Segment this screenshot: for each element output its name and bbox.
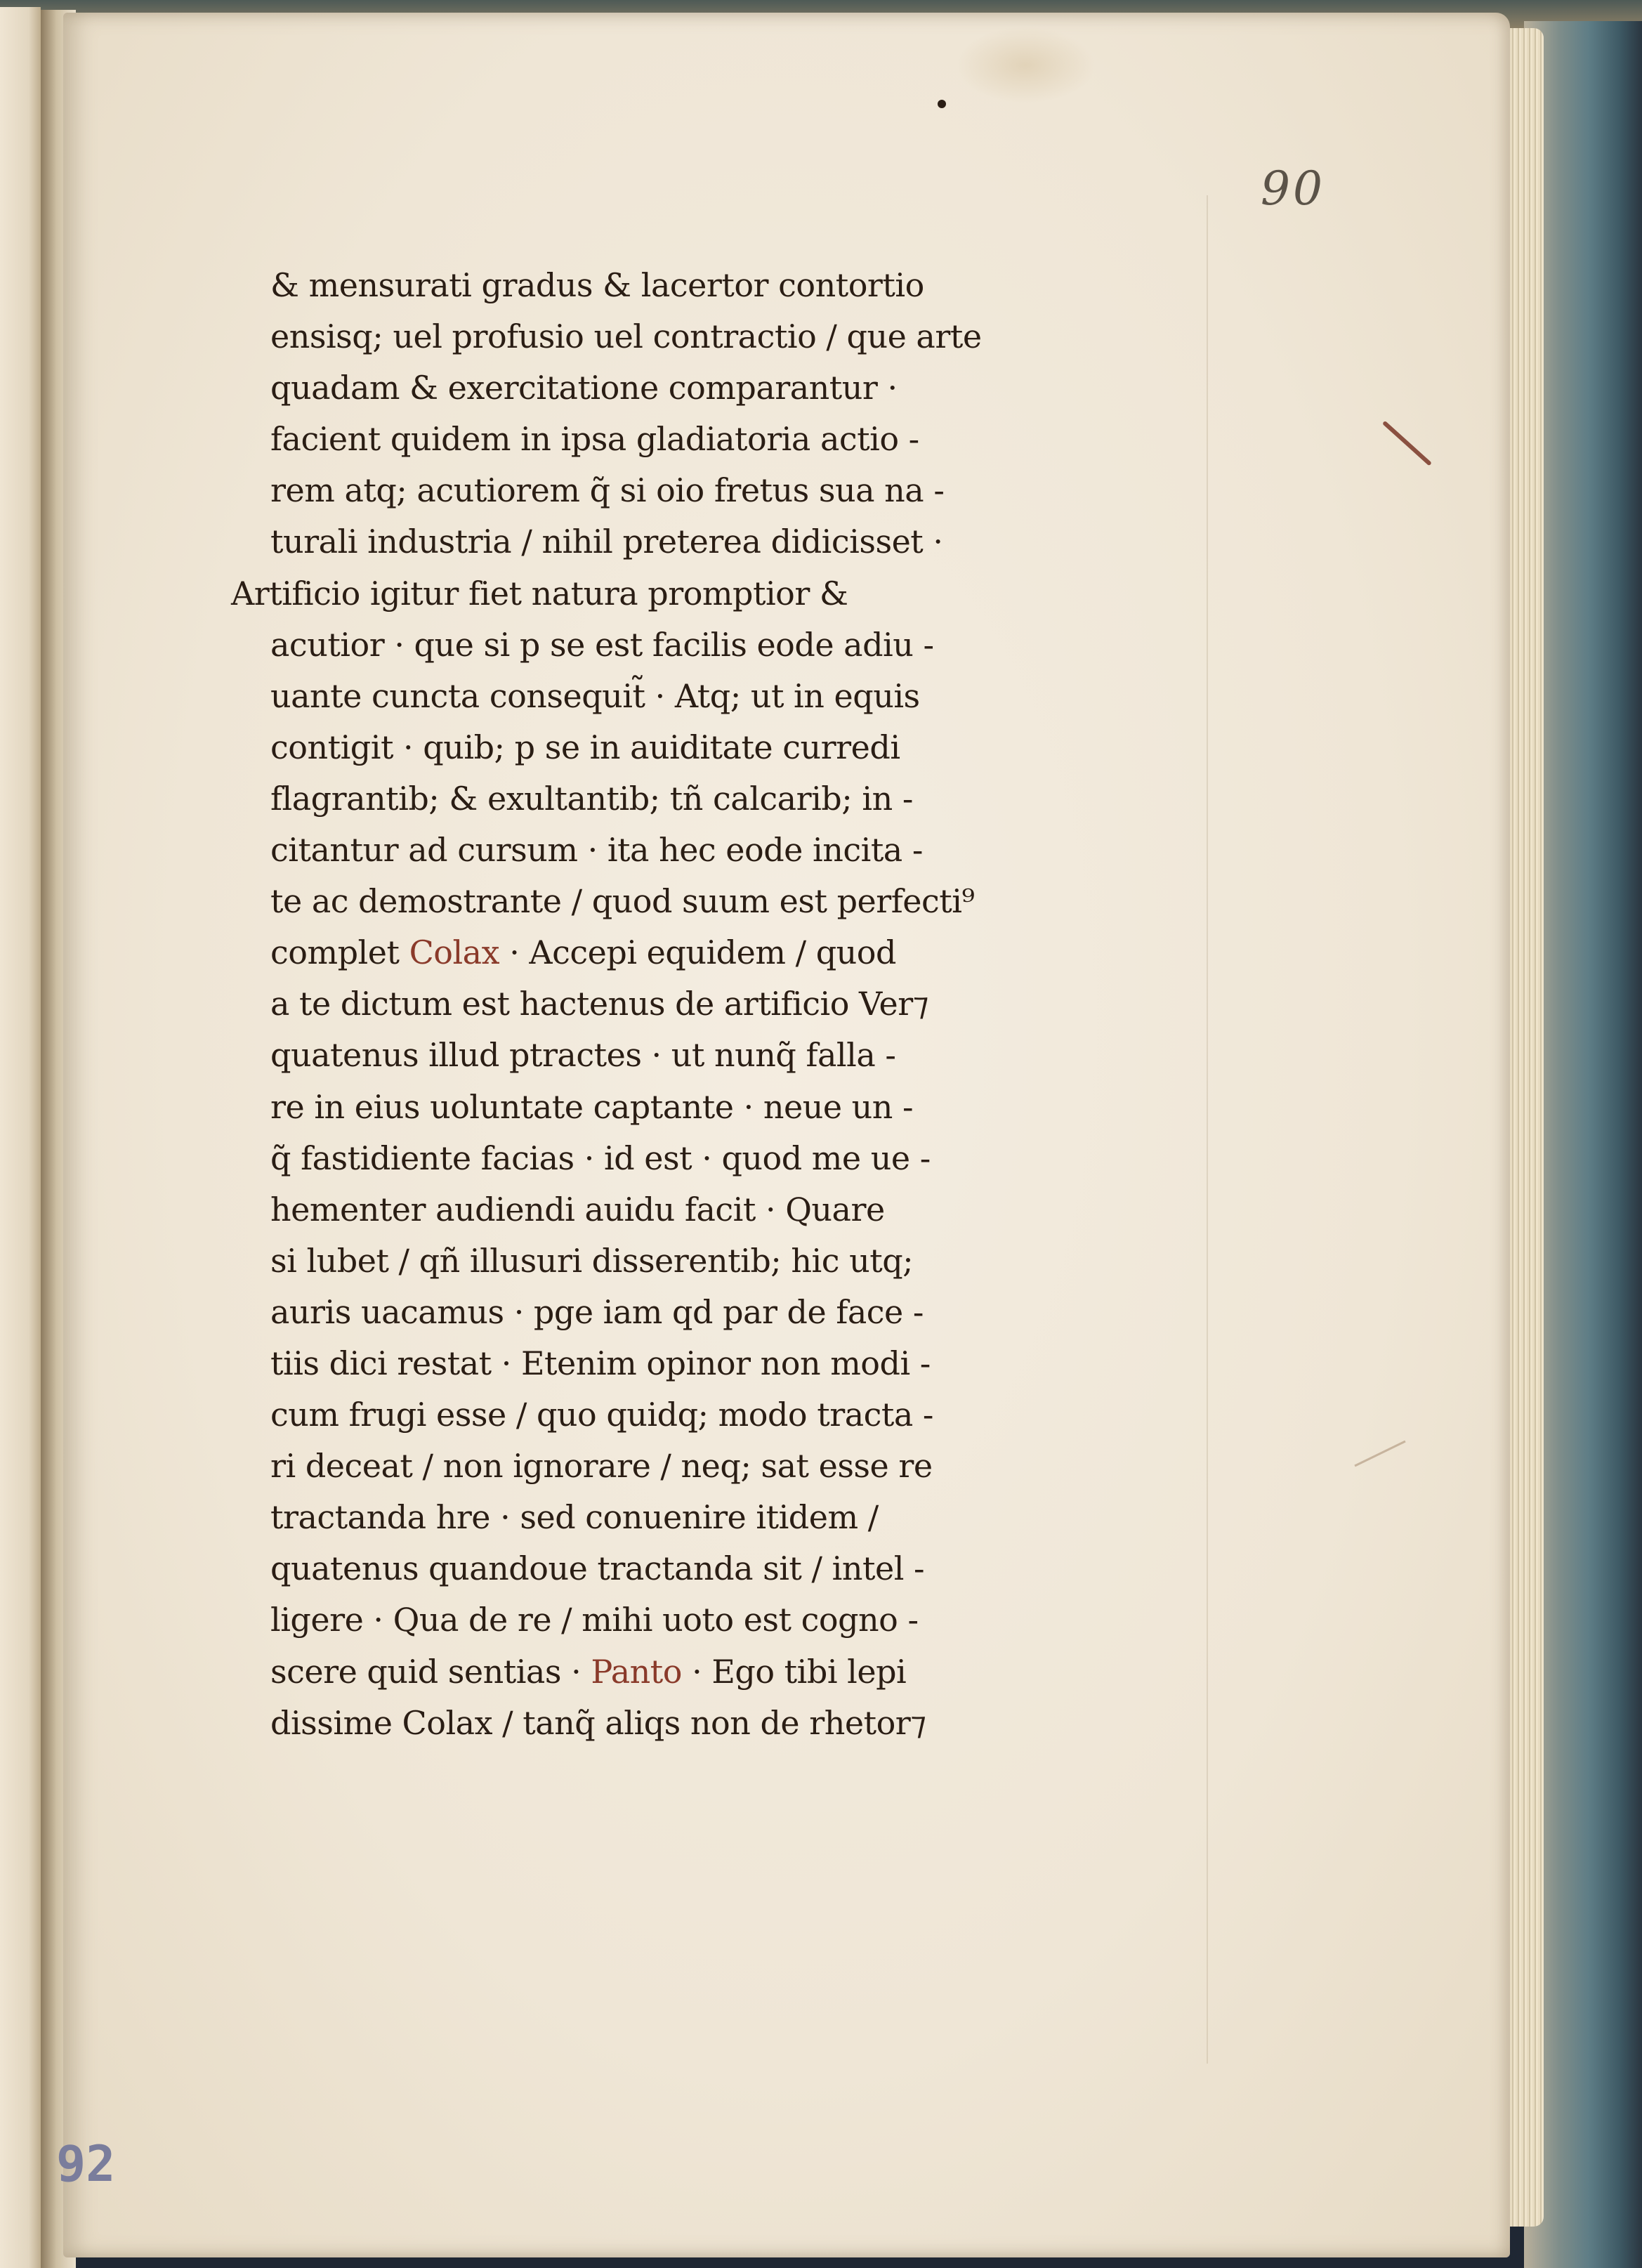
text-line: [270, 362, 1183, 414]
text-line: [270, 1594, 1183, 1646]
line-text: facient quidem in ipsa gladiatoria actio -: [270, 420, 919, 459]
line-text: complet: [270, 933, 400, 972]
text-line: [270, 978, 1183, 1030]
text-line: [270, 1338, 1183, 1389]
text-line: [270, 1082, 1183, 1133]
text-line: [270, 1441, 1183, 1492]
line-text: dissime Colax / tanq̃ aliqs non de rhetor⁊: [270, 1703, 926, 1742]
folio-number: 90: [1261, 162, 1325, 216]
speaker-name: Colax: [409, 933, 500, 972]
ruling-line: [1207, 195, 1208, 2064]
text-line: [270, 1543, 1183, 1594]
text-line: [270, 620, 1183, 671]
line-text: si lubet / qñ illusuri disserentib; hic utq;: [270, 1241, 914, 1280]
signature-number: 92: [56, 2135, 116, 2193]
manuscript-text: [231, 260, 1183, 1749]
text-line: [270, 1646, 1183, 1698]
line-text: ligere · Qua de re / mihi uoto est cogno -: [270, 1601, 919, 1639]
line-text: ri deceat / non ignorare / neq; sat esse re: [270, 1447, 933, 1486]
line-text: uante cuncta consequit̃ · Atq; ut in equis: [270, 676, 920, 715]
margin-mark: [1382, 421, 1432, 466]
line-text: hementer audiendi auidu facit · Quare: [270, 1190, 885, 1228]
text-line: [270, 876, 1183, 927]
line-text: ensisq; uel profusio uel contractio / que arte: [270, 317, 982, 356]
ink-dot: [938, 100, 946, 108]
text-line: [270, 1287, 1183, 1338]
text-line: [270, 516, 1183, 568]
text-line: [270, 260, 1183, 311]
line-text: flagrantib; & exultantib; tñ calcarib; in -: [270, 779, 913, 818]
line-text: scere quid sentias ·: [270, 1652, 582, 1691]
line-text-after: · Ego tibi lepi: [692, 1652, 907, 1691]
text-line: [270, 773, 1183, 825]
line-text: turali industria / nihil preterea didicisset ·: [270, 523, 943, 561]
line-text: contigit · quib; p se in auiditate curredi: [270, 728, 900, 766]
text-line: [270, 1492, 1183, 1543]
page-stain: [955, 27, 1096, 104]
text-line: [270, 1235, 1183, 1287]
line-text: tractanda hre · sed conuenire itidem /: [270, 1498, 879, 1537]
line-text: q̃ fastidiente facias · id est · quod me ue -: [270, 1139, 931, 1177]
text-line: [270, 1698, 1183, 1749]
speaker-name: Panto: [591, 1652, 682, 1691]
line-text: a te dictum est hactenus de artificio Ver⁊: [270, 985, 929, 1023]
line-text-after: · Accepi equidem / quod: [509, 933, 896, 972]
line-text: te ac demostrante / quod suum est perfecti⁹: [270, 882, 975, 921]
line-text: & mensurati gradus & lacertor contortio: [270, 266, 924, 304]
facing-page: [0, 7, 41, 2268]
text-line: [270, 722, 1183, 773]
text-line: [270, 671, 1183, 722]
text-line: [270, 414, 1183, 465]
line-text: quadam & exercitatione comparantur ·: [270, 369, 898, 407]
line-text: citantur ad cursum · ita hec eode incita -: [270, 831, 923, 870]
line-text: acutior · que si p se est facilis eode adiu -: [270, 625, 934, 664]
line-text: auris uacamus · pge iam qd par de face -: [270, 1292, 924, 1331]
line-text: Artificio igitur fiet natura promptior &: [231, 574, 848, 612]
text-line: [270, 465, 1183, 516]
line-text: rem atq; acutiorem q̃ si oio fretus sua na -: [270, 471, 945, 510]
text-line: [270, 1030, 1183, 1081]
text-line: [270, 1184, 1183, 1235]
line-text: quatenus illud ptractes · ut nunq̃ falla -: [270, 1036, 896, 1075]
line-text: cum frugi esse / quo quidq; modo tracta -: [270, 1396, 933, 1434]
text-line: [231, 568, 1183, 620]
line-text: re in eius uoluntate captante · neue un -: [270, 1087, 914, 1126]
line-text: tiis dici restat · Etenim opinor non modi -: [270, 1344, 931, 1382]
margin-tick: [1354, 1441, 1405, 1467]
text-line: [270, 1133, 1183, 1184]
line-text: quatenus quandoue tractanda sit / intel -: [270, 1549, 925, 1588]
text-line: [270, 1389, 1183, 1441]
text-line: [270, 927, 1183, 978]
text-line: [270, 825, 1183, 876]
text-line: [270, 311, 1183, 362]
